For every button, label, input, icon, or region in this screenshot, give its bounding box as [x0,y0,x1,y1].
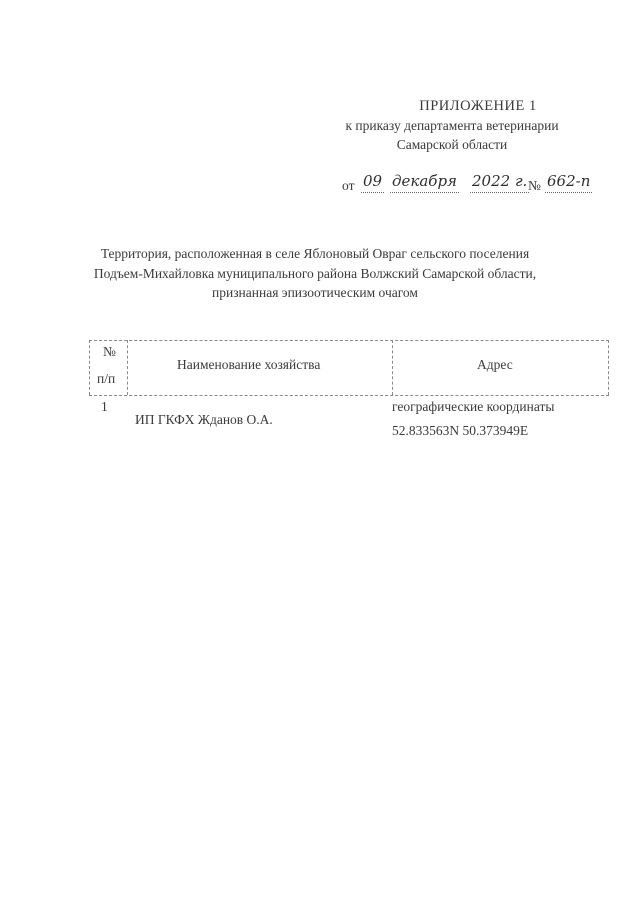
table-col-divider-1 [127,340,128,395]
document-title-line-1: Территория, расположенная в селе Яблоновый Овраг сельского поселения [100,246,530,261]
annex-header [322,96,582,154]
order-month: декабря [390,170,459,193]
row-number: 1 [101,399,108,414]
document-title-line-2: Подъем-Михайловка муниципального района Волжский Самарской области, [93,265,537,281]
table-left-border [89,340,90,395]
focus-table [89,340,609,444]
row-address-line-1: географические координаты [392,399,555,414]
header-address: Адрес [477,357,513,372]
order-number: 662-п [545,170,592,193]
order-number-label: № [528,178,541,193]
annex-authority: Самарской области [396,137,508,152]
order-year: 2022 г. [470,170,529,193]
document-title [80,244,550,303]
document-title-line-3: признанная эпизоотическим очагом [212,285,418,300]
table-col-divider-2 [392,340,393,395]
order-from-label: от [342,178,355,193]
header-name: Наименование хозяйства [177,357,321,372]
annex-order-reference: к приказу департамента ветеринарии [345,118,559,133]
order-day: 09 [361,170,384,193]
header-number-sub: п/п [97,371,116,386]
row-address-line-2: 52.833563N 50.373949E [392,423,529,438]
order-date-number [342,170,592,198]
annex-title: ПРИЛОЖЕНИЕ 1 [419,98,537,114]
table-header-border [89,395,609,396]
row-farm-name: ИП ГКФХ Жданов О.А. [135,412,273,427]
header-number: № [103,344,116,359]
table-right-border [608,340,609,395]
table-top-border [89,340,609,341]
